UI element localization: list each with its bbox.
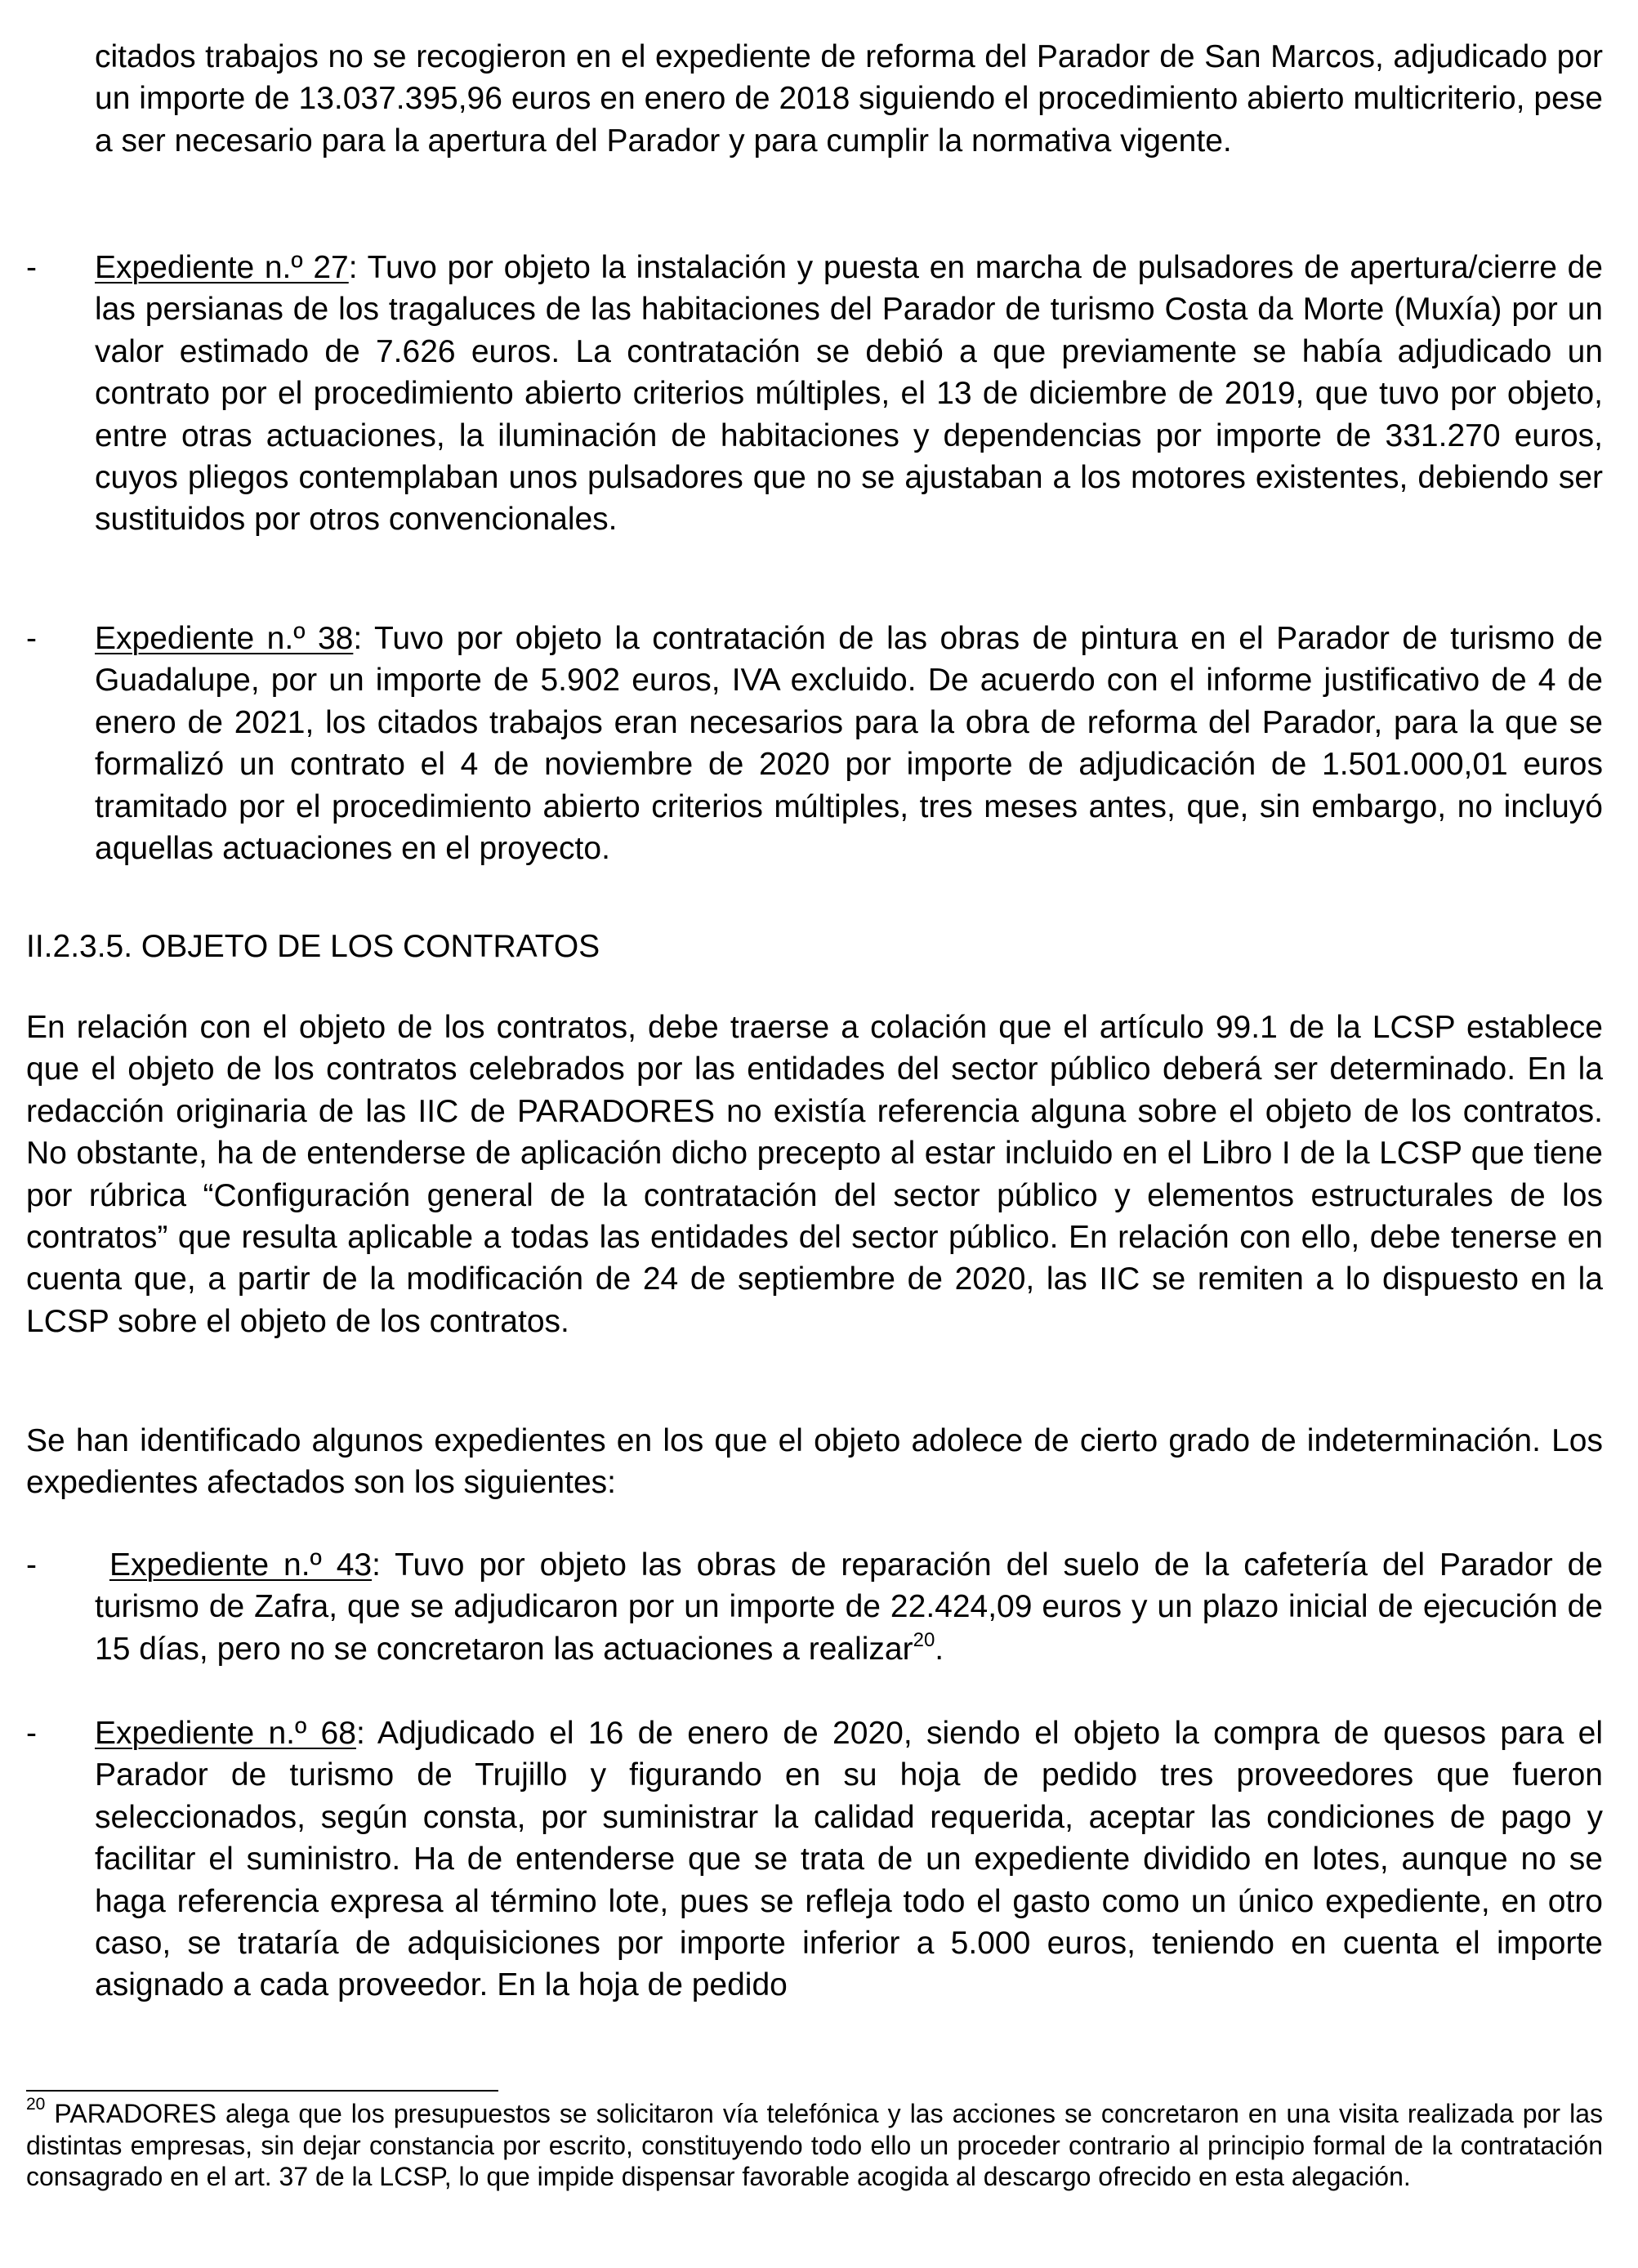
bullet-expediente-43 bbox=[95, 1544, 1603, 1670]
bullet-text: : Adjudicado el 16 de enero de 2020, siendo el objeto la compra de quesos para el Parador de turismo de Trujillo y figurando en su hoja de pedido tres proveedores que fueron seleccionados, según consta, por suministrar la calidad requerida, aceptar las condiciones de pago y facilitar el suministro. Ha de entenderse que se trata de un expediente dividido en lotes, aunque no se haga referencia expresa al término lote, pues se refleja todo el gasto como un único expediente, en otro caso, se trataría de adquisiciones por importe inferior a 5.000 euros, teniendo en cuenta el importe asignado a cada proveedor. En la hoja de pedido bbox=[95, 1716, 1603, 2003]
expediente-label: Expediente n.º 38 bbox=[95, 621, 354, 656]
footnote-separator bbox=[26, 2090, 498, 2092]
section-heading: II.2.3.5. OBJETO DE LOS CONTRATOS bbox=[26, 929, 600, 964]
footnote-number: 20 bbox=[26, 2095, 46, 2114]
bullet-dash: - bbox=[26, 250, 37, 285]
bullet-dash: - bbox=[26, 1716, 37, 1751]
continuation-paragraph: citados trabajos no se recogieron en el expediente de reforma del Parador de San Marcos, adjudicado por un importe de 13.037.395,96 euros en enero de 2018 siguiendo el procedimiento abierto multicriterio, pese a ser necesario para la apertura del Parador y para cumplir la normativa vigente. bbox=[95, 39, 1603, 158]
expediente-label: Expediente n.º 68 bbox=[95, 1716, 356, 1751]
footnote-text: PARADORES alega que los presupuestos se solicitaron vía telefónica y las acciones se concretaron en una visita realizada por las distintas empresas, sin dejar constancia por escrito, constituyendo todo ello un proceder contrario al principio formal de la contratación consagrado en el art. 37 de la LCSP, lo que impide dispensar favorable acogida al descargo ofrecido en esta alegación. bbox=[26, 2099, 1603, 2191]
footnote bbox=[26, 2095, 1603, 2193]
bullet-text: : Tuvo por objeto las obras de reparación del suelo de la cafetería del Parador de turismo de Zafra, que se adjudicaron por un importe de 22.424,09 euros y un plazo inicial de ejecución de 15 días, pero no se concretaron las actuaciones a realizar bbox=[95, 1547, 1603, 1667]
expediente-label: Expediente n.º 43 bbox=[109, 1547, 373, 1583]
expediente-label: Expediente n.º 27 bbox=[95, 250, 349, 285]
bullet-tail: . bbox=[935, 1631, 944, 1667]
objeto-paragraph: En relación con el objeto de los contratos, debe traerse a colación que el artículo 99.1 de la LCSP establece que el objeto de los contratos celebrados por las entidades del sector público deberá ser determinado. En la redacción originaria de las IIC de PARADORES no existía referencia alguna sobre el objeto de los contratos. No obstante, ha de entenderse de aplicación dicho precepto al estar incluido en el Libro I de la LCSP que tiene por rúbrica “Configuración general de la contratación del sector público y elementos estructurales de los contratos” que resulta aplicable a todas las entidades del sector público. En relación con ello, debe tenerse en cuenta que, a partir de la modificación de 24 de septiembre de 2020, las IIC se remiten a lo dispuesto en la LCSP sobre el objeto de los contratos. bbox=[26, 1010, 1603, 1339]
bullet-text: : Tuvo por objeto la contratación de las obras de pintura en el Parador de turismo de Guadalupe, por un importe de 5.902 euros, IVA excluido. De acuerdo con el informe justificativo de 4 de enero de 2021, los citados trabajos eran necesarios para la obra de reforma del Parador, para la que se formalizó un contrato el 4 de noviembre de 2020 por importe de adjudicación de 1.501.000,01 euros tramitado por el procedimiento abierto criterios múltiples, tres meses antes, que, sin embargo, no incluyó aquellas actuaciones en el proyecto. bbox=[95, 621, 1603, 867]
bullet-expediente-68 bbox=[95, 1712, 1603, 2007]
bullet-expediente-27 bbox=[95, 247, 1603, 541]
bullet-text: : Tuvo por objeto la instalación y puesta en marcha de pulsadores de apertura/cierre de las persianas de los tragaluces de las habitaciones del Parador de turismo Costa da Morte (Muxía) por un valor estimado de 7.626 euros. La contratación se debió a que previamente se había adjudicado un contrato por el procedimiento abierto criterios múltiples, el 13 de diciembre de 2019, que tuvo por objeto, entre otras actuaciones, la iluminación de habitaciones y dependencias por importe de 331.270 euros, cuyos pliegos contemplaban unos pulsadores que no se ajustaban a los motores existentes, debiendo ser sustituidos por otros convencionales. bbox=[95, 250, 1603, 538]
bullet-dash: - bbox=[26, 621, 37, 656]
bullet-expediente-38 bbox=[95, 618, 1603, 869]
footnote-reference: 20 bbox=[913, 1628, 935, 1651]
identificados-paragraph: Se han identificado algunos expedientes en los que el objeto adolece de cierto grado de indeterminación. Los expedientes afectados son los siguientes: bbox=[26, 1423, 1603, 1501]
bullet-dash: - bbox=[26, 1547, 37, 1583]
